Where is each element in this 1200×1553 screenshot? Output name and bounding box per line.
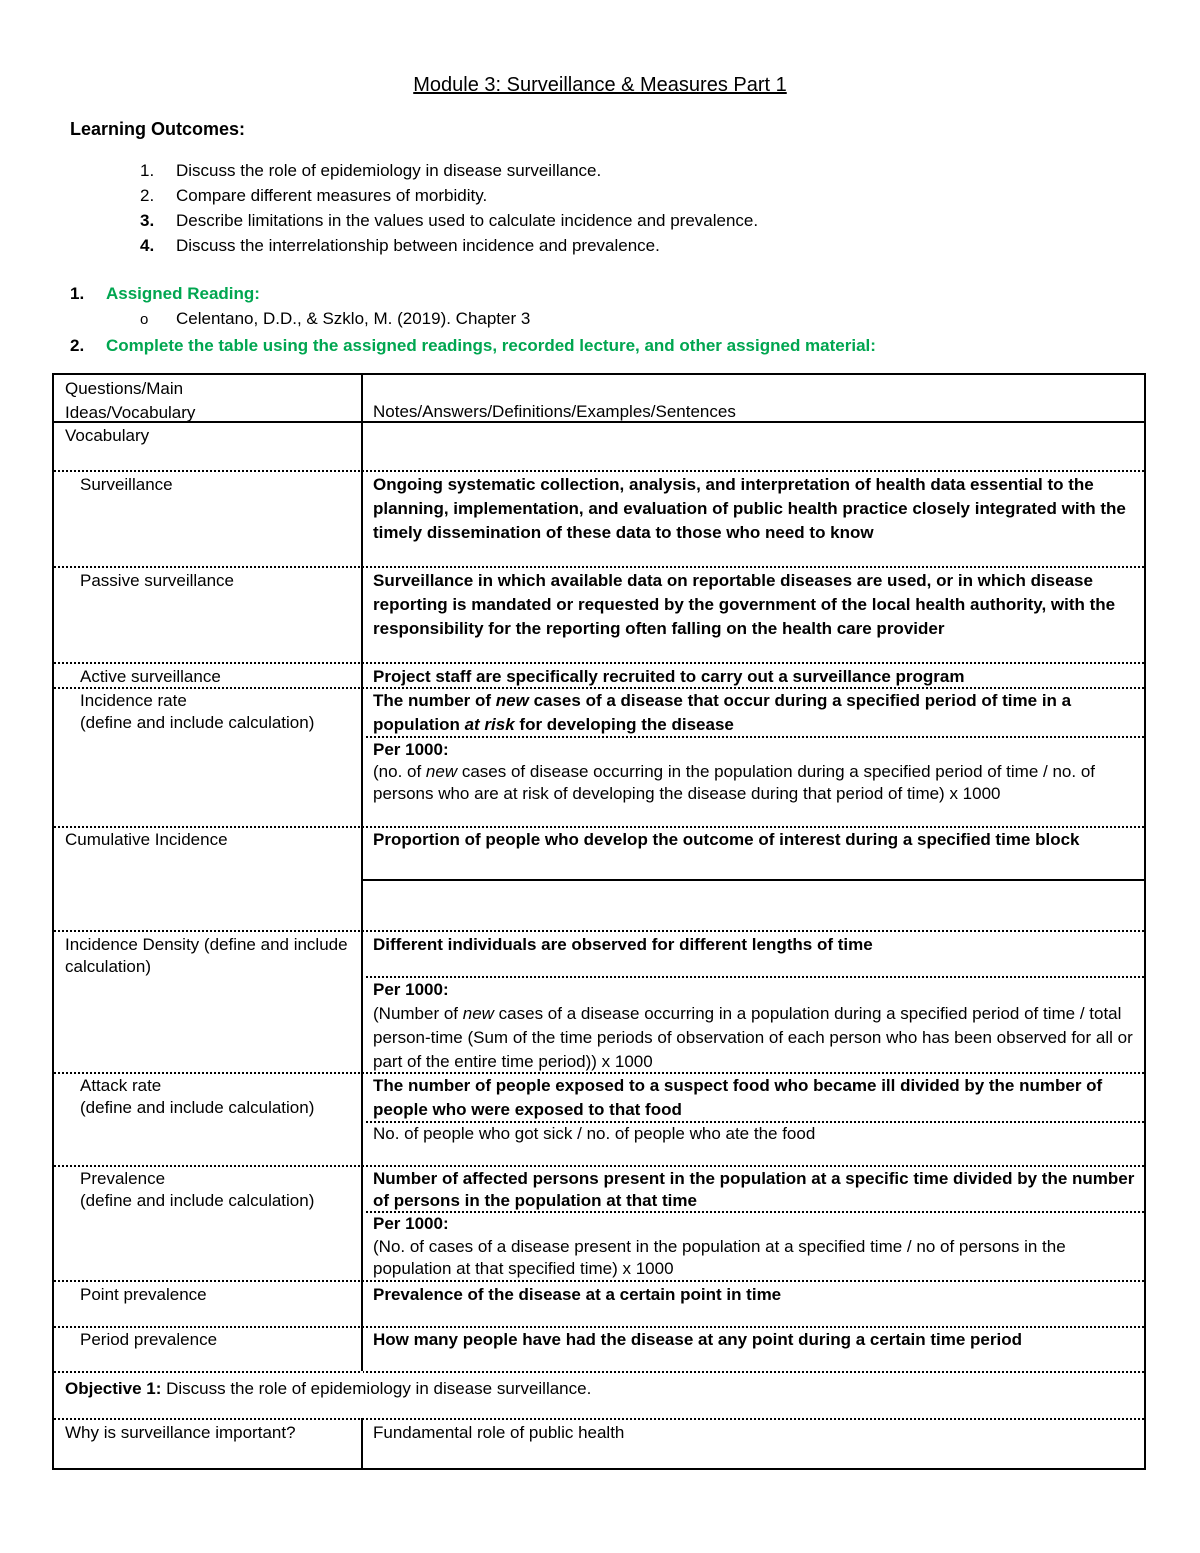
notes-table [52, 373, 1146, 1470]
term-surveillance: Surveillance [80, 475, 173, 494]
term-incidence-density: Incidence Density (define and include calculation) [65, 935, 348, 976]
row-divider [54, 566, 1144, 568]
row-divider [54, 1165, 1144, 1167]
def-prevalence: Number of affected persons present in the population at a specific time divided by the number of persons in the population at that time [373, 1169, 1135, 1210]
row-divider [361, 736, 1144, 738]
header-right: Notes/Answers/Definitions/Examples/Sentences [373, 402, 736, 421]
row-divider [54, 1371, 1144, 1373]
term-prevalence: Prevalence (define and include calculation) [80, 1169, 315, 1210]
calc-attack-rate: No. of people who got sick / no. of people who ate the food [373, 1124, 816, 1143]
per-1000-label: Per 1000: [373, 980, 449, 999]
objective-1: Objective 1: Discuss the role of epidemiology in disease surveillance. [65, 1379, 592, 1398]
row-divider [54, 421, 1144, 423]
calc-prevalence: (No. of cases of a disease present in the population at a specified time / no of persons in the population at that specified time) x 1000 [373, 1237, 1066, 1278]
learning-outcomes-heading: Learning Outcomes: [70, 119, 246, 139]
def-active-surveillance: Project staff are specifically recruited to carry out a surveillance program [373, 667, 965, 686]
def-cumulative-incidence: Proportion of people who develop the outcome of interest during a specified time block [373, 830, 1080, 849]
term-passive-surveillance: Passive surveillance [80, 571, 235, 590]
row-divider [54, 662, 1144, 664]
per-1000-label: Per 1000: [373, 740, 449, 759]
list-item: 4. Discuss the interrelationship between incidence and prevalence. [140, 236, 660, 255]
term-cumulative-incidence: Cumulative Incidence [65, 830, 228, 849]
term-incidence-rate: Incidence rate (define and include calculation) [80, 691, 315, 732]
def-surveillance: Ongoing systematic collection, analysis, and interpretation of health data essential to the planning, implementation, and evaluation of public health practice closely integrated with the timely dissemination of these data to those who need to know [373, 475, 1126, 542]
term-attack-rate: Attack rate (define and include calculation) [80, 1076, 315, 1117]
def-incidence-density: Different individuals are observed for different lengths of time [373, 935, 873, 954]
def-point-prevalence: Prevalence of the disease at a certain point in time [373, 1285, 782, 1304]
def-attack-rate: The number of people exposed to a suspect food who became ill divided by the number of people who were exposed to that food [373, 1076, 1103, 1119]
list-item: 2. Compare different measures of morbidity. [140, 186, 488, 205]
row-divider [54, 1280, 1144, 1282]
row-divider [54, 470, 1144, 472]
term-period-prevalence: Period prevalence [80, 1330, 218, 1349]
assigned-reading-heading: 1. Assigned Reading: [70, 284, 260, 303]
row-divider [54, 1418, 1144, 1420]
term-active-surveillance: Active surveillance [80, 667, 221, 686]
vocabulary-label: Vocabulary [65, 426, 150, 445]
question-why-surveillance: Why is surveillance important? [65, 1423, 296, 1442]
answer-why-surveillance: Fundamental role of public health [373, 1423, 625, 1442]
reading-item: o Celentano, D.D., & Szklo, M. (2019). Chapter 3 [140, 309, 531, 328]
def-period-prevalence: How many people have had the disease at any point during a certain time period [373, 1330, 1022, 1349]
list-item: 1. Discuss the role of epidemiology in disease surveillance. [140, 161, 602, 180]
table-instructions: 2. Complete the table using the assigned readings, recorded lecture, and other assigned material: [70, 336, 876, 355]
row-divider [361, 879, 1144, 881]
list-item: 3. Describe limitations in the values used to calculate incidence and prevalence. [140, 211, 759, 230]
row-divider [54, 930, 1144, 932]
learning-outcomes-list [140, 160, 758, 260]
per-1000-label: Per 1000: [373, 1214, 449, 1233]
calc-incidence-density: (Number of new cases of a disease occurring in a population during a specified period of time / total person-time (Sum of the time periods of observation of each person who has been observed for all or part of the entire time period)) x 1000 [373, 1004, 1133, 1071]
header-left: Questions/Main Ideas/Vocabulary [65, 379, 196, 422]
term-point-prevalence: Point prevalence [80, 1285, 207, 1304]
def-passive-surveillance: Surveillance in which available data on reportable diseases are used, or in which disease reporting is mandated or requested by the government of the local health authority, with the responsibility for the reporting often falling on the health care provider [373, 571, 1116, 638]
def-incidence-rate: The number of new cases of a disease that occur during a specified period of time in a population at risk for developing the disease [373, 691, 1072, 734]
page-title: Module 3: Surveillance & Measures Part 1 [413, 74, 787, 96]
calc-incidence-rate: (no. of new cases of disease occurring in the population during a specified period of time / no. of persons who are at risk of developing the disease during that period of time) x 1000 [373, 762, 1095, 803]
